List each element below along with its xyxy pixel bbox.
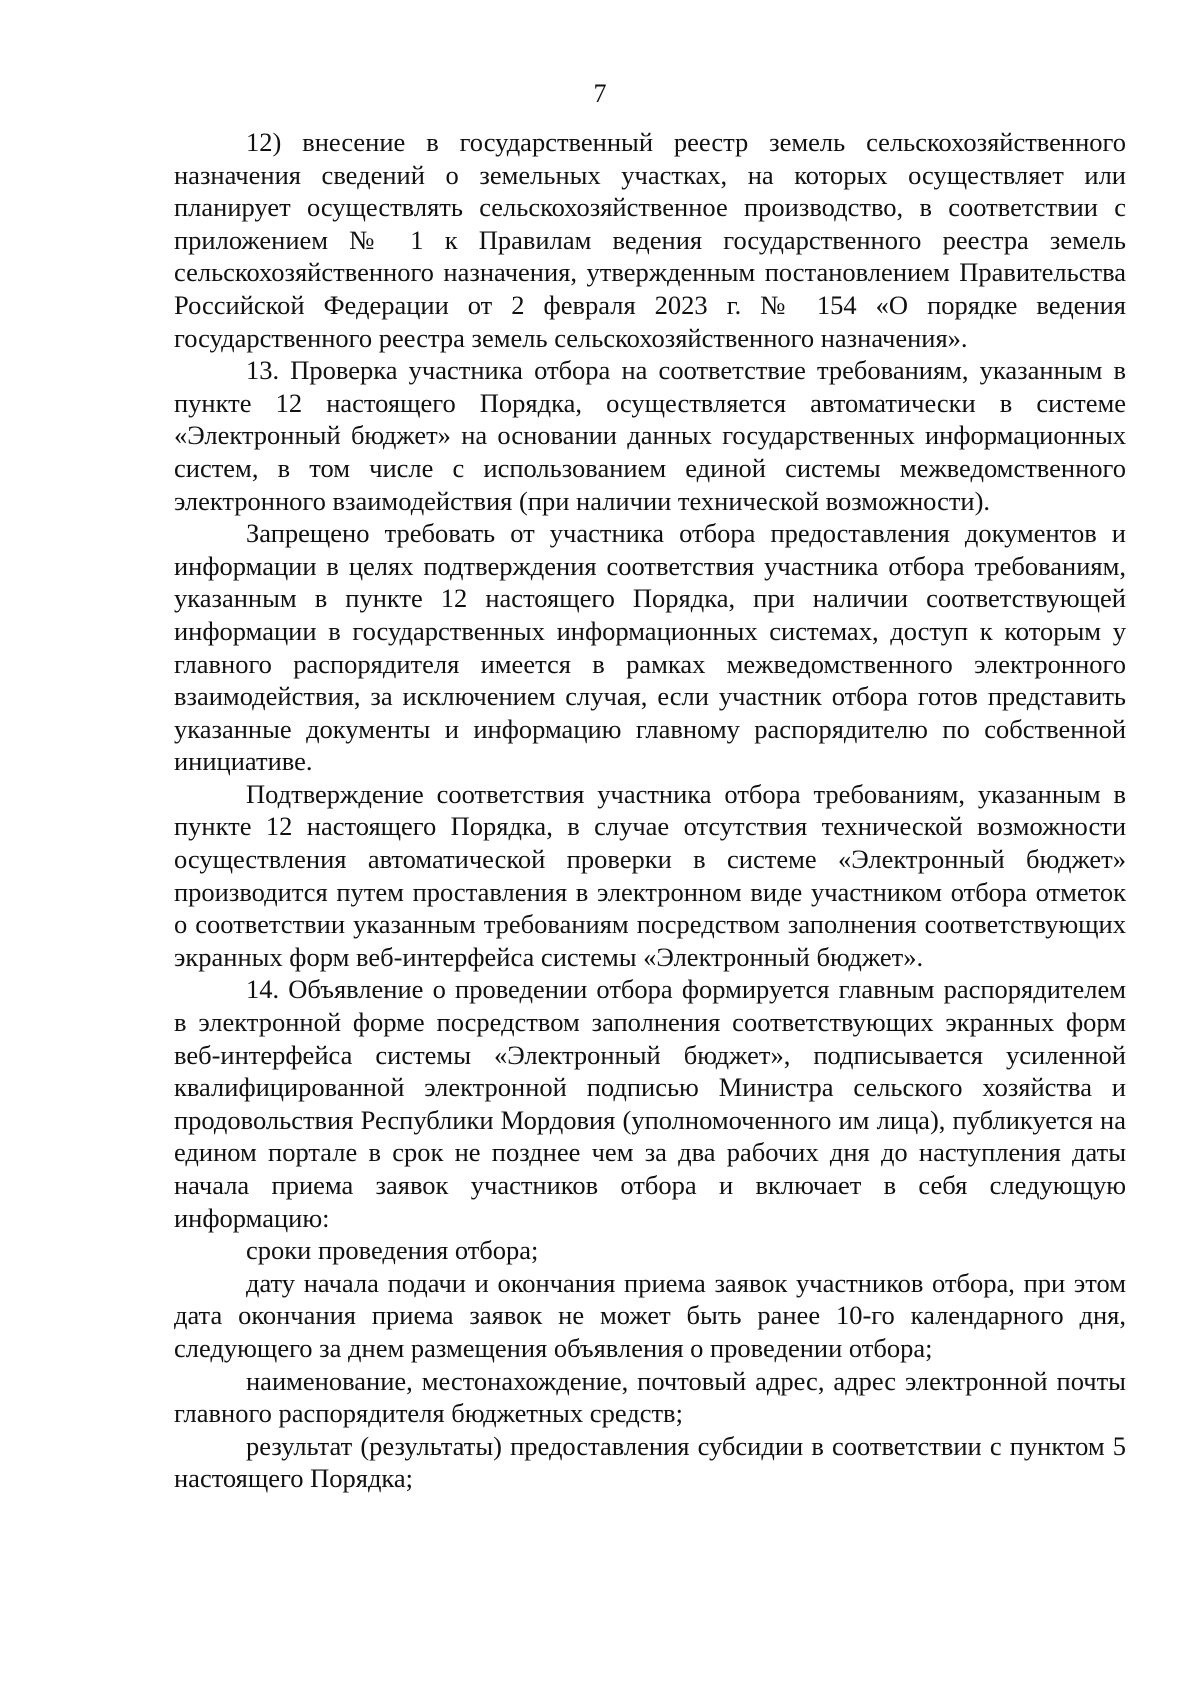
list-item-application-dates: дату начала подачи и окончания приема заявок участников отбора, при этом дата окончания приема заявок не может быть ранее 10-го календарного дня, следующего за днем размещения объявления о проведении отбора;	[174, 1267, 1126, 1363]
page-number: 7	[593, 79, 607, 108]
document-body	[174, 126, 1126, 1495]
list-item-distributor-contacts: наименование, местонахождение, почтовый адрес, адрес электронной почты главного распорядителя бюджетных средств;	[174, 1365, 1126, 1429]
paragraph-item-12: 12) внесение в государственный реестр земель сельскохозяйственного назначения сведений о земельных участках, на которых осуществляет или планирует осуществлять сельскохозяйственное производство, в соответствии с приложением № 1 к Правилам ведения государственного реестра земель сельскохозяйственного назначения, утвержденным постановлением Правительства Российской Федерации от 2 февраля 2023 г. № 154 «О порядке ведения государственного реестра земель сельскохозяйственного назначения».	[174, 127, 1126, 353]
list-item-subsidy-results: результат (результаты) предоставления субсидии в соответствии с пунктом 5 настоящего Порядка;	[174, 1430, 1126, 1494]
list-item-selection-dates: сроки проведения отбора;	[246, 1235, 539, 1266]
paragraph-item-14: 14. Объявление о проведении отбора формируется главным распорядителем в электронной форме посредством заполнения соответствующих экранных форм веб-интерфейса системы «Электронный бюджет», подписывается усиленной квалифицированной электронной подписью Министра сельского хозяйства и продовольствия Республики Мордовия (уполномоченного им лица), публикуется на едином портале в срок не позднее чем за два рабочих дня до наступления даты начала приема заявок участников отбора и включает в себя следующую информацию:	[174, 974, 1126, 1233]
paragraph-item-13: 13. Проверка участника отбора на соответствие требованиям, указанным в пункте 12 настоящего Порядка, осуществляется автоматически в системе «Электронный бюджет» на основании данных государственных информационных систем, в том числе с использованием единой системы межведомственного электронного взаимодействия (при наличии технической возможности).	[174, 355, 1126, 516]
paragraph-confirmation: Подтверждение соответствия участника отбора требованиям, указанным в пункте 12 настоящего Порядка, в случае отсутствия технической возможности осуществления автоматической проверки в системе «Электронный бюджет» производится путем проставления в электронном виде участником отбора отметок о соответствии указанным требованиям посредством заполнения соответствующих экранных форм веб-интерфейса системы «Электронный бюджет».	[174, 778, 1126, 972]
paragraph-prohibition: Запрещено требовать от участника отбора предоставления документов и информации в целях подтверждения соответствия участника отбора требованиям, указанным в пункте 12 настоящего Порядка, при наличии соответствующей информации в государственных информационных системах, доступ к которым у главного распорядителя имеется в рамках межведомственного электронного взаимодействия, за исключением случая, если участник отбора готов представить указанные документы и информацию главному распорядителю по собственной инициативе.	[174, 518, 1126, 777]
